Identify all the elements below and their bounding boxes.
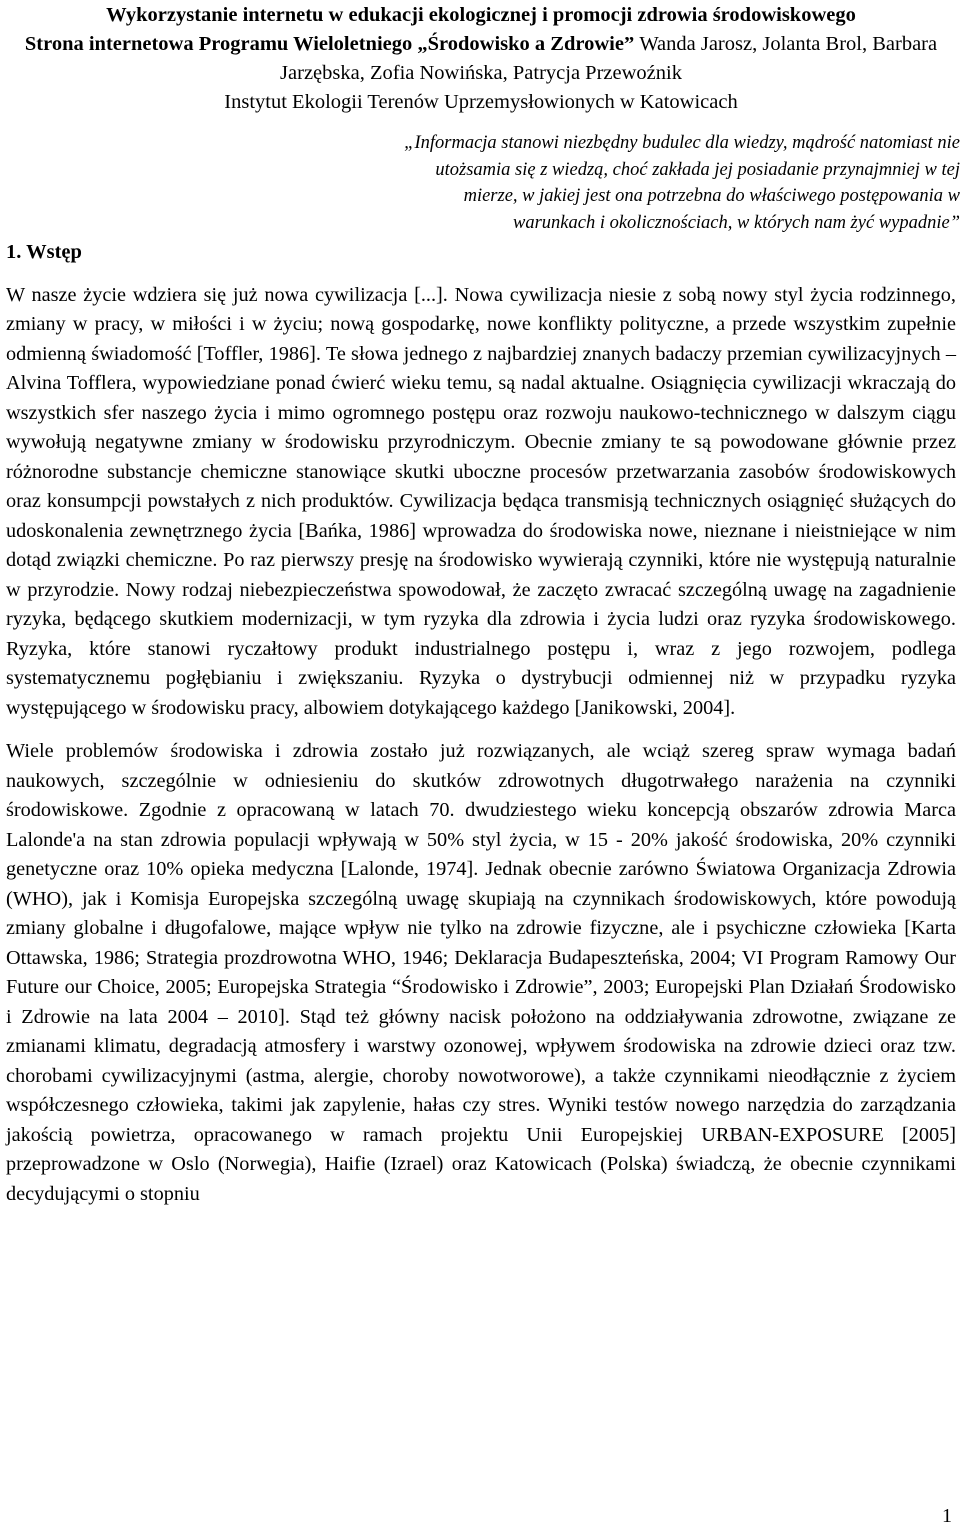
document-institution: Instytut Ekologii Terenów Uprzemysłowionych w Katowicach bbox=[224, 91, 738, 113]
document-subtitle: Strona internetowa Programu Wieloletniego „Środowisko a Zdrowie” bbox=[24, 33, 640, 55]
document-header bbox=[6, 1, 956, 117]
document-title: Wykorzystanie internetu w edukacji ekologicznej i promocji zdrowia środowiskowego bbox=[106, 4, 856, 26]
body-paragraph-1: W nasze życie wdziera się już nowa cywilizacja [...]. Nowa cywilizacja niesie z sobą nowy styl życia rodzinnego, zmiany w pracy, w miłości i w życiu; nową gospodarkę, nowe konflikty polityczne, a przede wszystkim zupełnie odmienną świadomość [Toffler, 1986]. Te słowa jednego z najbardziej znanych badaczy przemian cywilizacyjnych – Alvina Tofflera, wypowiedziane ponad ćwierć wieku temu, są nadal aktualne. Osiągnięcia cywilizacji wkraczają do wszystkich sfer naszego życia i mimo ogromnego postępu oraz rozwoju naukowo-technicznego w dalszym ciągu wywołują negatywne zmiany w środowisku przyrodniczym. Obecnie zmiany te są powodowane głównie przez różnorodne substancje chemiczne stanowiące skutki uboczne procesów przetwarzania zasobów środowiskowych oraz konsumpcji powstałych z nich produktów. Cywilizacja będąca transmisją technicznych osiągnięć służących do udoskonalenia zewnętrznego życia [Bańka, 1986] wprowadza do środowiska nowe, nieznane i nieistniejące w nim dotąd związki chemiczne. Po raz pierwszy presję na środowisko wywierają czynniki, które nie występują naturalnie w przyrodzie. Nowy rodzaj niebezpieczeństwa spowodował, że zaczęto zwracać szczególną uwagę na zagadnienie ryzyka, będącego skutkiem modernizacji, w tym ryzyka dla zdrowia i życia ludzi oraz ryzyka środowiskowego. Ryzyka, które stanowi ryczałtowy produkt industrialnego postępu i, wraz z jego rozwojem, podlega systematycznemu pogłębianiu i zwiększaniu. Ryzyka o dystrybucji odmiennej niż w przypadku ryzyka występującego w środowisku pracy, albowiem dotykającego każdego [Janikowski, 2004]. bbox=[6, 283, 956, 719]
document-authors: Wanda Jarosz, Jolanta Brol, Barbara Jarzębska, Zofia Nowińska, Patrycja Przewoźnik bbox=[280, 33, 938, 84]
page-number: 1 bbox=[942, 1505, 952, 1527]
epigraph-quote: „Informacja stanowi niezbędny budulec dla wiedzy, mądrość natomiast nie utożsamia się z wiedzą, choć zakłada jej posiadanie przynajmniej w tej mierze, w jakiej jest ona potrzebna do właściwego postępowania w warunkach i okolicznościach, w których nam żyć wypadnie” bbox=[404, 133, 960, 234]
section-heading: 1. Wstęp bbox=[6, 240, 82, 263]
document-page bbox=[6, 0, 960, 1209]
body-paragraph-2: Wiele problemów środowiska i zdrowia zostało już rozwiązanych, ale wciąż szereg spraw wymaga badań naukowych, szczególnie w odniesieniu do skutków zdrowotnych długotrwałego narażenia na czynniki środowiskowe. Zgodnie z opracowaną w latach 70. dwudziestego wieku koncepcją obszarów zdrowia Marca Lalonde'a na stan zdrowia populacji wpływają w 50% styl życia, w 15 - 20% jakość środowiska, 20% czynniki genetyczne oraz 10% opieka medyczna [Lalonde, 1974]. Jednak obecnie zarówno Światowa Organizacja Zdrowia (WHO), jak i Komisja Europejska szczególną uwagę skupiają na czynnikach środowiskowych, które powodują zmiany globalne i długofalowe, mające wpływ nie tylko na zdrowie fizyczne, ale i psychiczne człowieka [Karta Ottawska, 1986; Strategia prozdrowotna WHO, 1946; Deklaracja Budapeszteńska, 2004; VI Program Ramowy Our Future our Choice, 2005; Europejska Strategia “Środowisko i Zdrowie”, 2003; Europejski Plan Działań Środowisko i Zdrowie na lata 2004 – 2010]. Stąd też główny nacisk położono na oddziaływania zdrowotne, związane ze zmianami klimatu, degradacją atmosfery i warstwy ozonowej, wpływem środowiska na zdrowie dzieci oraz tzw. chorobami cywilizacyjnymi (astma, alergie, choroby nowotworowe), a także czynnikami nieodłącznie z życiem współczesnego człowieka, takimi jak zapylenie, hałas czy stres. Wyniki testów nowego narzędzia do zarządzania jakością powietrza, opracowanego w ramach projektu Unii Europejskiej URBAN-EXPOSURE [2005] przeprowadzone w Oslo (Norwegia), Haifie (Izrael) oraz Katowicach (Polska) świadczą, że obecnie czynnikami decydującymi o stopniu bbox=[6, 740, 956, 1205]
